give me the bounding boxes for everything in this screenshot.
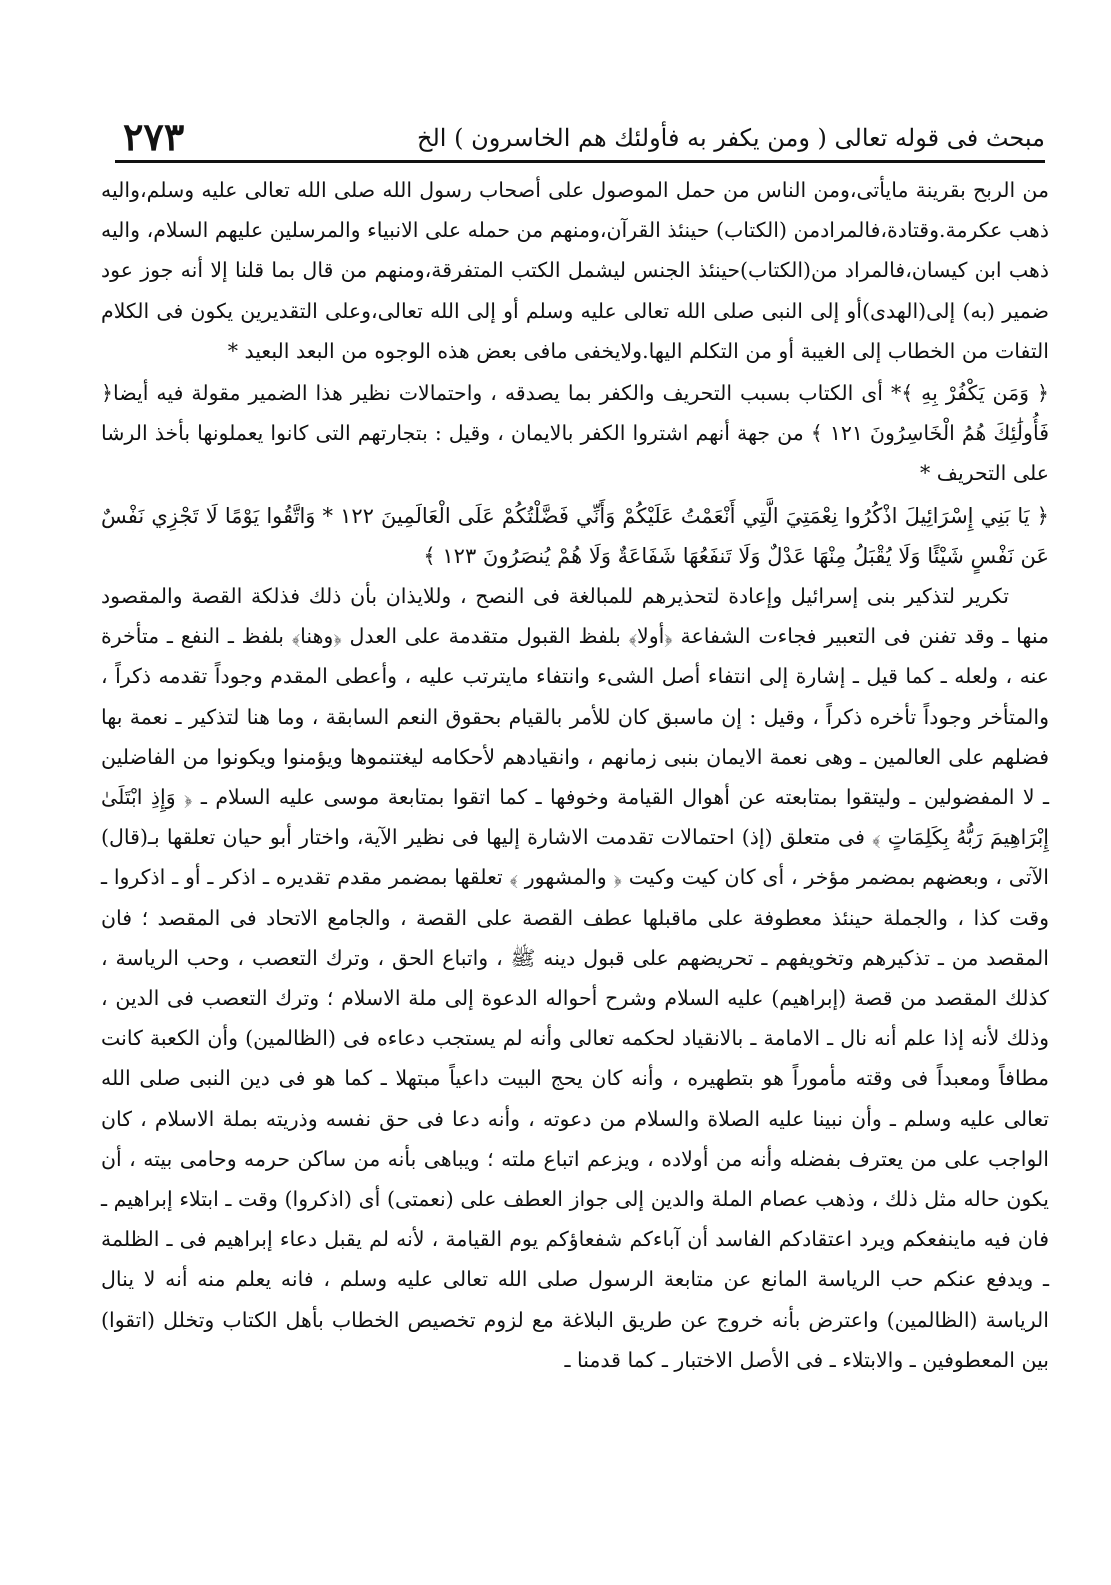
paragraph-commentary-main: تكرير لتذكير بنى إسرائيل وإعادة لتحذيرهم للمبالغة فى النصح ، وللايذان بأن ذلك فذلكة القصة والمقصود منها ـ وقد تفنن فى التعبير فجاءت الشفاعة ﴿أولا﴾ بلفظ القبول متقدمة على العدل ﴿وهنا﴾ بلفظ ـ النفع ـ متأخرة عنه ، ولعله ـ كما قيل ـ إشارة إلى انتفاء أصل الشىء وانتفاء مايترتب عليه ، وأعطى المقدم وجوداً تقدمه ذكراً ، والمتأخر وجوداً تأخره ذكراً ، وقيل : إن ماسبق كان للأمر بالقيام بحقوق النعم السابقة ، وما هنا لتذكير ـ نعمة بها فضلهم على العالمين ـ وهى نعمة الايمان بنبى زمانهم ، وانقيادهم لأحكامه ليغتنموها ويؤمنوا ويكونوا من الفاضلين ـ لا المفضولين ـ وليتقوا بمتابعته عن أهوال القيامة وخوفها ـ كما اتقوا بمتابعة موسى عليه السلام ـ ﴿ وَإِذِ ابْتَلَىٰ إِبْرَاهِيمَ رَبُّهُ بِكَلِمَاتٍ ﴾ فى متعلق (إذ) احتمالات تقدمت الاشارة إليها فى نظير الآية، واختار أبو حيان تعلقها بـ(قال) الآتى ، وبعضهم بمضمر مؤخر ، أى كان كيت وكيت ﴿ والمشهور ﴾ تعلقها بمضمر مقدم تقديره ـ اذكر ـ أو ـ اذكروا ـ وقت كذا ، والجملة حينئذ معطوفة على ماقبلها عطف القصة على القصة ، والجامع الاتحاد فى المقصد ؛ فان المقصد من ـ تذكيرهم وتخويفهم ـ تحريضهم على قبول دينه ﷺ ، واتباع الحق ، وترك التعصب ، وحب الرياسة ، كذلك المقصد من قصة (إبراهيم) عليه السلام وشرح أحواله الدعوة إلى ملة الاسلام ؛ وترك التعصب فى الدين ، وذلك لأنه إذا علم أنه نال ـ الامامة ـ بالانقياد لحكمه تعالى وأنه لم يستجب دعاءه فى (الظالمين) وأن الكعبة كانت مطافاً ومعبداً فى وقته مأموراً هو بتطهيره ، وأنه كان يحج البيت داعياً مبتهلا ـ كما هو فى دين النبى صلى الله تعالى عليه وسلم ـ وأن نبينا عليه الصلاة والسلام من دعوته ، وأنه دعا فى حق نفسه وذريته بملة الاسلام ، كان الواجب على من يعترف بفضله وأنه من أولاده ، ويزعم اتباع ملته ؛ ويباهى بأنه من ساكن حرمه وحامى بيته ، أن يكون حاله مثل ذلك ، وذهب عصام الملة والدين إلى جواز العطف على (نعمتى) أى (اذكروا) وقت ـ ابتلاء إبراهيم ـ فان فيه ماينفعكم ويرد اعتقادكم الفاسد أن آباءكم شفعاؤكم يوم القيامة ، لأنه لم يقبل دعاء إبراهيم فى ـ الظلمة ـ ويدفع عنكم حب الرياسة المانع عن متابعة الرسول صلى الله تعالى عليه وسلم ، فانه يعلم منه أنه لا ينال الرياسة (الظالمين) واعترض بأنه خروج عن طريق البلاغة مع لزوم تخصيص الخطاب بأهل الكتاب وتخلل (اتقوا) بين المعطوفين ـ والابتلاء ـ فى الأصل الاختبار ـ كما قدمنا ـ — [101, 584, 1049, 1372]
paragraph-verse-121-commentary: ﴿ وَمَن يَكْفُرْ بِهِ ﴾* أى الكتاب بسبب التحريف والكفر بما يصدقه ، واحتمالات نظير هذا الضمير مقولة فيه أيضا﴿ فَأُولَٰئِكَ هُمُ الْخَاسِرُونَ ١٢١ ﴾ من جهة أنهم اشتروا الكفر بالايمان ، وقيل : بتجارتهم التى كانوا يعملونها بأخذ الرشا على التحريف * — [101, 381, 1049, 486]
running-title: مبحث فى قوله تعالى ( ومن يكفر به فأولئك هم الخاسرون ) الخ — [416, 124, 1045, 152]
page-header — [115, 112, 1045, 160]
quran-verse-122-123: ﴿ يَا بَنِي إِسْرَائِيلَ اذْكُرُوا نِعْمَتِيَ الَّتِي أَنْعَمْتُ عَلَيْكُمْ وَأَنِّي فَضَّلْتُكُمْ عَلَى الْعَالَمِينَ ١٢٢ * وَاتَّقُوا يَوْمًا لَا تَجْزِي نَفْسٌ عَن نَفْسٍ شَيْئًا وَلَا يُقْبَلُ مِنْهَا عَدْلٌ وَلَا تَنفَعُهَا شَفَاعَةٌ وَلَا هُمْ يُنصَرُونَ ١٢٣ ﴾ — [101, 503, 1049, 568]
paragraph-commentary-intro: من الربح بقرينة مايأتى،ومن الناس من حمل الموصول على أصحاب رسول الله صلى الله تعالى عليه وسلم،واليه ذهب عكرمة.وقتادة،فالمرادمن (الكتاب) حينئذ القرآن،ومنهم من حمله على الانبياء والمرسلين عليهم السلام، واليه ذهب ابن كيسان،فالمراد من(الكتاب)حينئذ الجنس ليشمل الكتب المتفرقة،ومنهم من قال بما قلنا إلا أنه جوز عود ضمير (به) إلى(الهدى)أو إلى النبى صلى الله تعالى عليه وسلم أو إلى الله تعالى،وعلى التقديرين يكون فى الكلام التفات من الخطاب إلى الغيبة أو من التكلم اليها.ولايخفى مافى بعض هذه الوجوه من البعد البعيد * — [101, 178, 1049, 363]
header-divider — [115, 160, 1045, 163]
page-number: ٢٧٣ — [123, 114, 185, 159]
page-body — [101, 170, 1049, 1380]
